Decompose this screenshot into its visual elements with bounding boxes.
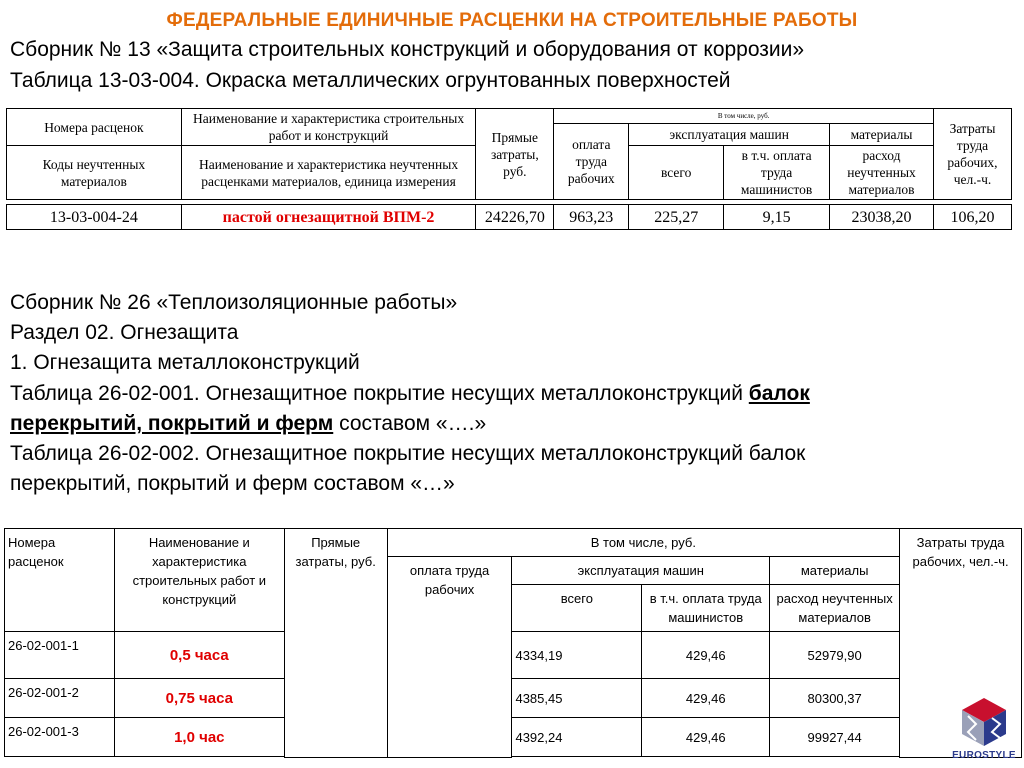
- cell-machines-total: 4334,19: [512, 632, 642, 679]
- cell-code: 26-02-001-3: [5, 718, 115, 757]
- header-unaccounted-codes: Коды неучтенных материалов: [7, 146, 182, 200]
- header-unaccounted-consumption: расход неучтенных материалов: [830, 146, 934, 200]
- section-02-title: Раздел 02. Огнезащита: [10, 321, 239, 344]
- header-wages: оплата труда рабочих: [554, 124, 629, 200]
- subsection-title: 1. Огнезащита металлоконструкций: [10, 351, 360, 374]
- cell-name: 0,5 часа: [114, 632, 284, 679]
- rates-table-26: [4, 528, 1022, 758]
- header-direct-costs: Прямые затраты, руб.: [476, 109, 554, 200]
- caption-bold-1: балок: [748, 382, 810, 405]
- cell-name: 0,75 часа: [114, 679, 284, 718]
- table-row: [5, 679, 1022, 718]
- header-including: В том числе, руб.: [387, 529, 899, 557]
- cell-name: пастой огнезащитной ВПМ-2: [181, 205, 476, 230]
- header-labor: Затраты труда рабочих, чел.-ч.: [933, 109, 1011, 200]
- cell-code: 26-02-001-1: [5, 632, 115, 679]
- cell-materials: 80300,37: [770, 679, 900, 718]
- header-machines-total: всего: [629, 146, 724, 200]
- header-direct-costs: Прямые затраты, руб.: [284, 529, 387, 758]
- cell-operators: 9,15: [724, 205, 830, 230]
- header-materials: материалы: [830, 124, 934, 146]
- cell-labor: 106,20: [933, 205, 1011, 230]
- cell-operators: 429,46: [642, 679, 770, 718]
- logo-cube-icon: [952, 694, 1016, 750]
- header-operators: в т.ч. оплата труда машинистов: [724, 146, 830, 200]
- cell-wages: 963,23: [554, 205, 629, 230]
- cell-operators: 429,46: [642, 632, 770, 679]
- table-spacer: [5, 757, 642, 758]
- header-wages: оплата труда рабочих: [387, 557, 512, 758]
- table-row: [5, 632, 1022, 679]
- cell-direct: 24226,70: [476, 205, 554, 230]
- header-operators: в т.ч. оплата труда машинистов: [642, 585, 770, 632]
- caption-suffix: составом «….»: [333, 412, 487, 435]
- rates-table-13: [6, 108, 1012, 230]
- table-13-caption: Таблица 13-03-004. Окраска металлических огрунтованных поверхностей: [10, 69, 731, 92]
- header-unaccounted-name: Наименование и характеристика неучтенных расценками материалов, единица измерения: [181, 146, 476, 200]
- page-title: ФЕДЕРАЛЬНЫЕ ЕДИНИЧНЫЕ РАСЦЕНКИ НА СТРОИТЕЛЬНЫЕ РАБОТЫ: [166, 10, 858, 31]
- eurostyle-logo: [952, 694, 1016, 766]
- cell-machines-total: 4385,45: [512, 679, 642, 718]
- table-26-002-caption-line1: Таблица 26-02-002. Огнезащитное покрытие несущих металлоконструкций балок: [10, 442, 806, 465]
- header-codes: Номера расценок: [5, 529, 115, 632]
- header-name: Наименование и характеристика строительных работ и конструкций: [114, 529, 284, 632]
- cell-name: 1,0 час: [114, 718, 284, 757]
- header-including: В том числе, руб.: [554, 109, 934, 124]
- caption-prefix: Таблица 26-02-001. Огнезащитное покрытие несущих металлоконструкций: [10, 382, 749, 405]
- header-labor: Затраты труда рабочих, чел.-ч.: [900, 529, 1022, 758]
- table-row: [7, 205, 1012, 230]
- table-row: [5, 718, 1022, 757]
- cell-machines-total: 225,27: [629, 205, 724, 230]
- cell-code: 13-03-004-24: [7, 205, 182, 230]
- cell-materials: 52979,90: [770, 632, 900, 679]
- collection-13-title: Сборник № 13 «Защита строительных конструкций и оборудования от коррозии»: [10, 38, 805, 61]
- cell-machines-total: 4392,24: [512, 718, 642, 757]
- cell-operators: 429,46: [642, 718, 770, 757]
- collection-26-title: Сборник № 26 «Теплоизоляционные работы»: [10, 291, 458, 314]
- header-machines-total: всего: [512, 585, 642, 632]
- cell-code: 26-02-001-2: [5, 679, 115, 718]
- header-machines: эксплуатация машин: [629, 124, 830, 146]
- cell-materials: 23038,20: [830, 205, 934, 230]
- header-unaccounted-consumption: расход неучтенных материалов: [770, 585, 900, 632]
- table-26-001-caption-line2: [10, 412, 486, 436]
- header-codes: Номера расценок: [7, 109, 182, 146]
- cell-materials: 99927,44: [770, 718, 900, 757]
- header-materials: материалы: [770, 557, 900, 585]
- table-26-001-caption-line1: [10, 382, 810, 406]
- header-name: Наименование и характеристика строительных работ и конструкций: [181, 109, 476, 146]
- caption-bold-2: перекрытий, покрытий и ферм: [10, 412, 334, 435]
- header-machines: эксплуатация машин: [512, 557, 770, 585]
- table-26-002-caption-line2: перекрытий, покрытий и ферм составом «…»: [10, 472, 455, 495]
- logo-text: EUROSTYLE: [952, 750, 1016, 761]
